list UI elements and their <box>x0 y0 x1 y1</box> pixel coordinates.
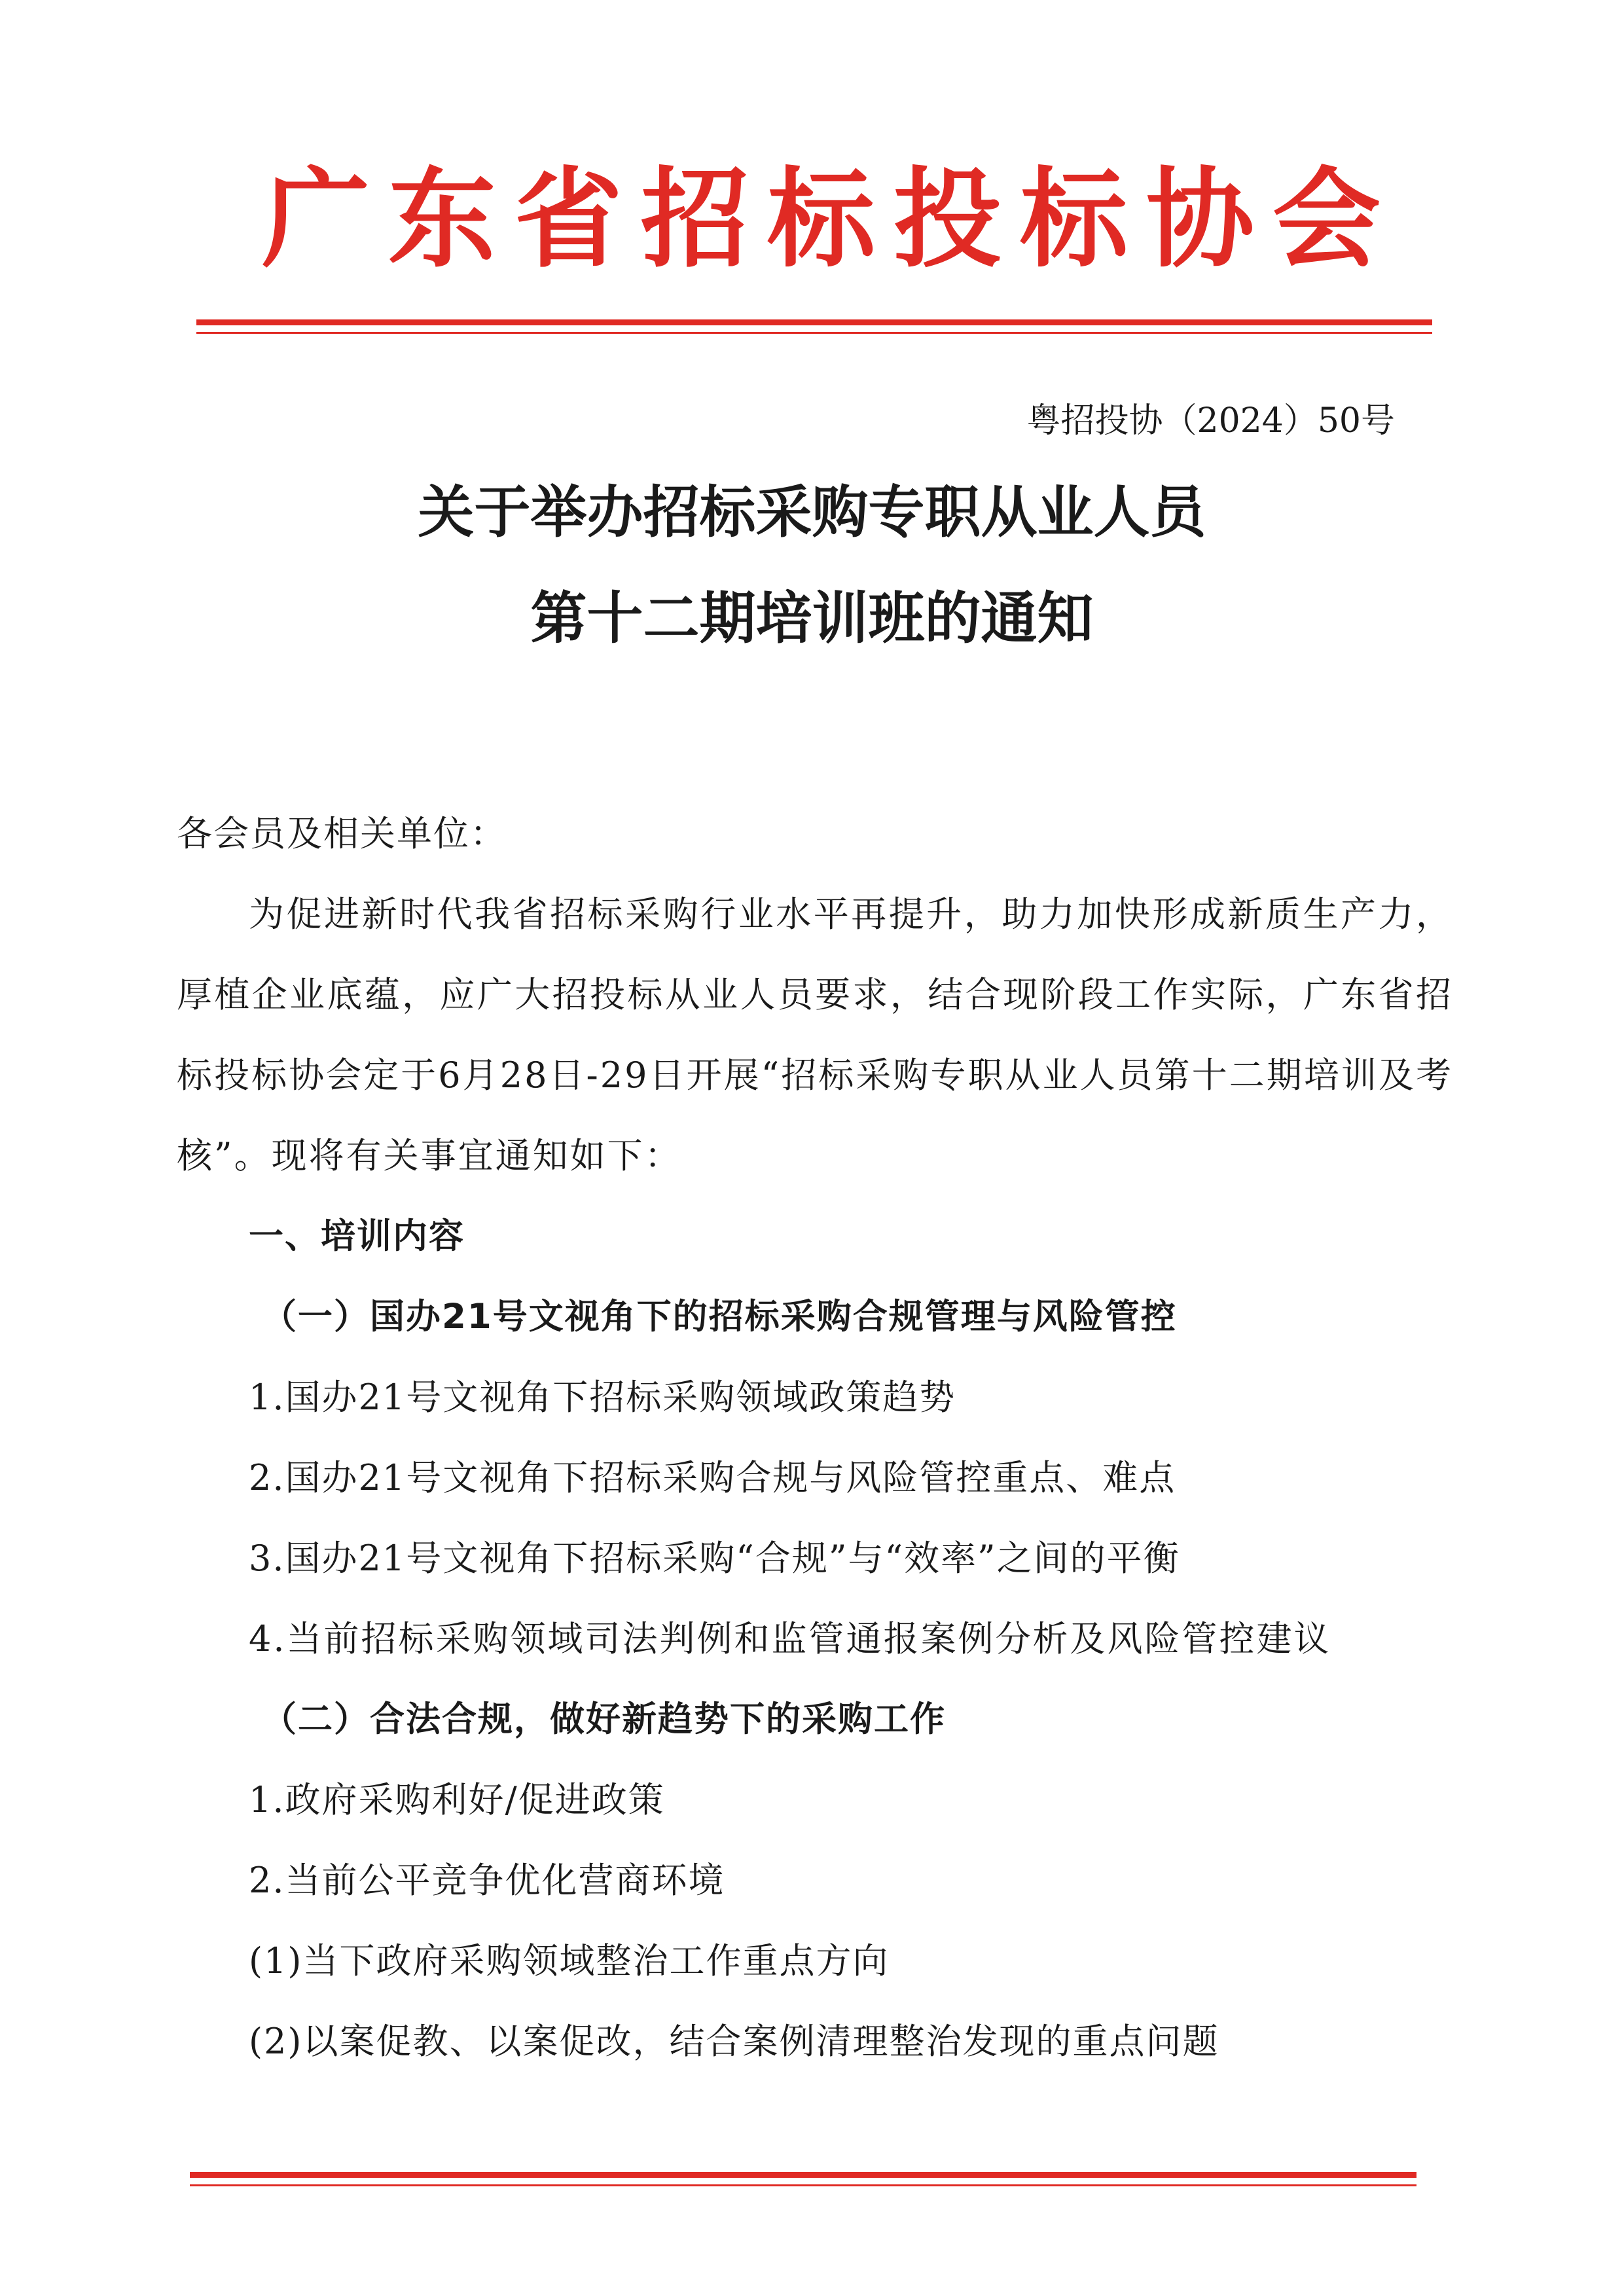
part2-item-1: 1.政府采购利好/促进政策 <box>249 1779 665 1820</box>
part1-item-1: 1.国办21号文视角下招标采购领域政策趋势 <box>249 1377 956 1418</box>
letterhead-rule-thin <box>196 332 1432 334</box>
title-line-1: 关于举办招标采购专职从业人员 <box>418 479 1206 545</box>
part2-item-4: (2)以案促教、以案促改，结合案例清理整治发现的重点问题 <box>249 2021 1219 2062</box>
intro-paragraph: 为促进新时代我省招标采购行业水平再提升，助力加快形成新质生产力，厚植企业底蕴，应广大招投标从业人员要求，结合现阶段工作实际，广东省招标投标协会定于6月28日-29日开展“招标采购专职从业人员第十二期培训及考核”。现将有关事宜通知如下： <box>177 894 1453 1176</box>
section1-part2-heading: （二）合法合规，做好新趋势下的采购工作 <box>262 1699 946 1739</box>
document-body <box>177 793 1453 2082</box>
section1-heading: 一、培训内容 <box>249 1216 465 1256</box>
letterhead-org-name: 广东省招标投标协会 <box>262 156 1399 282</box>
letterhead-rule-thick <box>196 319 1432 325</box>
part1-item-3: 3.国办21号文视角下招标采购“合规”与“效率”之间的平衡 <box>249 1538 1180 1579</box>
section1-part1-heading: （一）国办21号文视角下的招标采购合规管理与风险管控 <box>262 1297 1177 1337</box>
part1-item-2: 2.国办21号文视角下招标采购合规与风险管控重点、难点 <box>249 1457 1176 1498</box>
salutation: 各会员及相关单位： <box>177 813 507 854</box>
part2-item-3: (1)当下政府采购领域整治工作重点方向 <box>249 1940 890 1981</box>
footer-rule-thick <box>190 2172 1416 2178</box>
part2-item-2: 2.当前公平竞争优化营商环境 <box>249 1860 725 1901</box>
footer-rule-thin <box>190 2184 1416 2186</box>
title-line-2: 第十二期培训班的通知 <box>530 585 1094 651</box>
document-number: 粤招投协（2024）50号 <box>1026 401 1395 441</box>
part1-item-4: 4.当前招标采购领域司法判例和监管通报案例分析及风险管控建议 <box>249 1618 1331 1659</box>
